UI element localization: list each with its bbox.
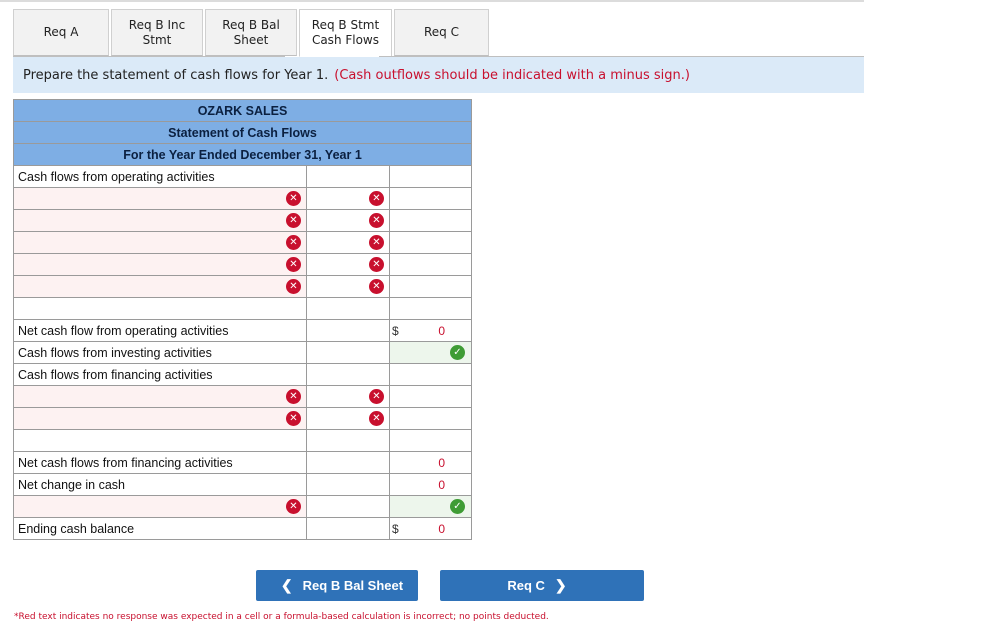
incorrect-icon: ✕ — [369, 411, 384, 426]
incorrect-icon: ✕ — [286, 411, 301, 426]
operating-item-select[interactable] — [14, 232, 307, 254]
statement-title: Statement of Cash Flows — [14, 122, 472, 144]
financing-amount-input[interactable] — [307, 408, 390, 430]
net-financing-amount: 0 — [438, 456, 445, 470]
currency-symbol: $ — [392, 324, 399, 338]
incorrect-icon: ✕ — [286, 191, 301, 206]
operating-input-row — [14, 210, 472, 232]
net-operating-row — [14, 320, 472, 342]
net-financing-row — [14, 452, 472, 474]
ending-balance-label: Ending cash balance — [14, 518, 307, 540]
beginning-balance-input[interactable] — [390, 496, 472, 518]
incorrect-icon: ✕ — [286, 257, 301, 272]
incorrect-icon: ✕ — [369, 257, 384, 272]
instruction-note: (Cash outflows should be indicated with a minus sign.) — [334, 67, 690, 83]
next-button-label: Req C — [507, 578, 545, 593]
cash-flow-statement — [13, 99, 472, 540]
tab-req-b-stmt-cash-flows[interactable]: Req B Stmt Cash Flows — [299, 9, 392, 57]
requirement-tabs — [13, 9, 864, 57]
net-change-row — [14, 474, 472, 496]
operating-item-select[interactable] — [14, 210, 307, 232]
instruction-text: Prepare the statement of cash flows for Year 1. — [23, 67, 329, 83]
ending-balance-amount: 0 — [438, 522, 445, 536]
net-change-value — [390, 474, 472, 496]
investing-amount-input[interactable] — [390, 342, 472, 364]
currency-symbol: $ — [392, 522, 399, 536]
prev-req-b-bal-sheet-button[interactable] — [256, 570, 418, 601]
net-financing-label: Net cash flows from financing activities — [14, 452, 307, 474]
operating-input-row — [14, 276, 472, 298]
chevron-right-icon: ❯ — [554, 577, 567, 593]
incorrect-icon: ✕ — [369, 389, 384, 404]
incorrect-icon: ✕ — [369, 191, 384, 206]
blank-row — [14, 298, 472, 320]
investing-row — [14, 342, 472, 364]
incorrect-icon: ✕ — [369, 213, 384, 228]
net-operating-amount: 0 — [438, 324, 445, 338]
operating-header-label: Cash flows from operating activities — [14, 166, 307, 188]
chevron-left-icon: ❮ — [280, 577, 293, 593]
prev-button-label: Req B Bal Sheet — [302, 578, 404, 593]
instruction-bar — [13, 57, 864, 93]
operating-item-select[interactable] — [14, 254, 307, 276]
beginning-balance-row — [14, 496, 472, 518]
operating-input-row — [14, 232, 472, 254]
financing-input-row — [14, 408, 472, 430]
company-name: OZARK SALES — [14, 100, 472, 122]
investing-label: Cash flows from investing activities — [14, 342, 307, 364]
operating-item-select[interactable] — [14, 188, 307, 210]
ending-balance-row — [14, 518, 472, 540]
net-operating-label: Net cash flow from operating activities — [14, 320, 307, 342]
incorrect-icon: ✕ — [369, 279, 384, 294]
operating-amount-input[interactable] — [307, 254, 390, 276]
financing-item-select[interactable] — [14, 386, 307, 408]
footnote: *Red text indicates no response was expected in a cell or a formula-based calculation is incorrect; no points deducted. — [14, 612, 549, 622]
financing-amount-input[interactable] — [307, 386, 390, 408]
net-change-label: Net change in cash — [14, 474, 307, 496]
tab-req-c[interactable]: Req C — [394, 9, 489, 56]
incorrect-icon: ✕ — [286, 389, 301, 404]
blank-row — [14, 430, 472, 452]
financing-input-row — [14, 386, 472, 408]
operating-item-select[interactable] — [14, 276, 307, 298]
operating-header-row — [14, 166, 472, 188]
statement-period: For the Year Ended December 31, Year 1 — [14, 144, 472, 166]
net-operating-value — [390, 320, 472, 342]
operating-amount-input[interactable] — [307, 210, 390, 232]
operating-amount-input[interactable] — [307, 276, 390, 298]
operating-input-row — [14, 188, 472, 210]
incorrect-icon: ✕ — [286, 213, 301, 228]
financing-header-row — [14, 364, 472, 386]
operating-input-row — [14, 254, 472, 276]
top-divider — [0, 0, 864, 2]
tab-req-b-inc-stmt[interactable]: Req B Inc Stmt — [111, 9, 203, 56]
incorrect-icon: ✕ — [286, 499, 301, 514]
incorrect-icon: ✕ — [369, 235, 384, 250]
financing-item-select[interactable] — [14, 408, 307, 430]
tab-req-a[interactable]: Req A — [13, 9, 109, 56]
financing-header-label: Cash flows from financing activities — [14, 364, 307, 386]
operating-amount-input[interactable] — [307, 232, 390, 254]
correct-check-icon: ✓ — [450, 345, 465, 360]
correct-check-icon: ✓ — [450, 499, 465, 514]
tab-req-b-bal-sheet[interactable]: Req B Bal Sheet — [205, 9, 297, 56]
incorrect-icon: ✕ — [286, 235, 301, 250]
ending-balance-value — [390, 518, 472, 540]
operating-amount-input[interactable] — [307, 188, 390, 210]
net-change-amount: 0 — [438, 478, 445, 492]
net-financing-value — [390, 452, 472, 474]
next-req-c-button[interactable] — [440, 570, 644, 601]
incorrect-icon: ✕ — [286, 279, 301, 294]
beginning-balance-select[interactable] — [14, 496, 307, 518]
